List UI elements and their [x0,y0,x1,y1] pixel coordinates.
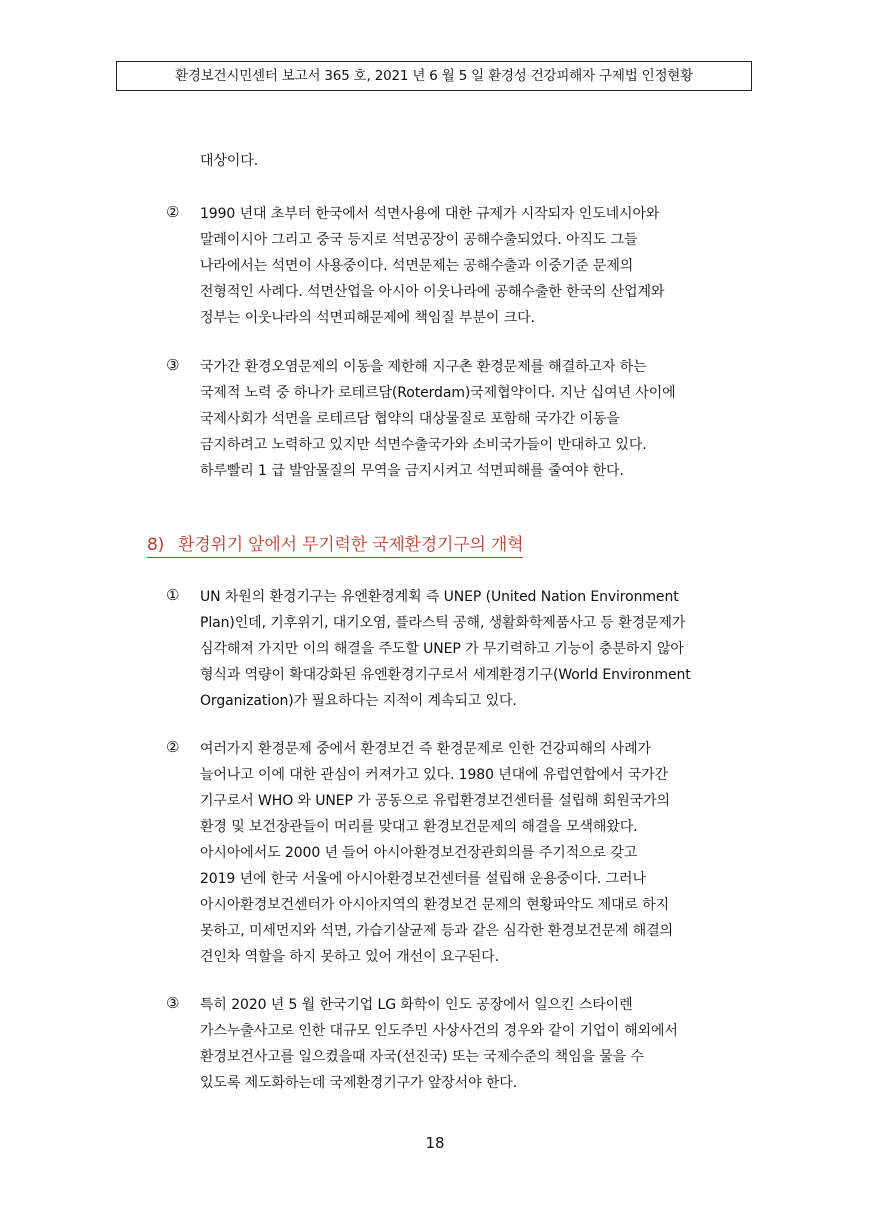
paragraph-line: 심각해져 가지만 이의 해결을 주도할 UNEP 가 무기력하고 기능이 충분하지 않아 [200,641,684,657]
paragraph-line: 국제사회가 석면을 로테르담 협약의 대상물질로 포함해 국가간 이동을 [200,411,620,427]
paragraph-line: 특히 2020 년 5 월 한국기업 LG 화학이 인도 공장에서 일으킨 스타이렌 [200,997,633,1013]
item-marker: ② [166,203,180,221]
paragraph-line: Organization)가 필요하다는 지적이 계속되고 있다. [200,693,517,709]
section-number: 8) [147,535,165,555]
paragraph-line: 나라에서는 석면이 사용중이다. 석면문제는 공해수출과 이중기준 문제의 [200,258,634,274]
item-marker: ② [166,738,180,756]
section-title: 환경위기 앞에서 무기력한 국제환경기구의 개혁 [178,535,524,555]
paragraph-line: Plan)인데, 기후위기, 대기오염, 플라스틱 공해, 생활화학제품사고 등 환경문제가 [200,615,686,631]
report-header: 환경보건시민센터 보고서 365 호, 2021 년 6 월 5 일 환경성 건강피해자 구제법 인정현황 [116,61,752,91]
paragraph-line: 하루빨리 1 급 발암물질의 무역을 금지시켜고 석면피해를 줄여야 한다. [200,463,624,479]
paragraph-line: 전형적인 사례다. 석면산업을 아시아 이웃나라에 공해수출한 한국의 산업계와 [200,284,665,300]
paragraph-line: 정부는 이웃나라의 석면피해문제에 책임질 부분이 크다. [200,310,535,326]
page-number: 18 [425,1134,445,1152]
paragraph-line: 1990 년대 초부터 한국에서 석면사용에 대한 규제가 시작되자 인도네시아와 [200,206,660,222]
item-marker: ③ [166,356,180,374]
paragraph-line: 못하고, 미세먼지와 석면, 가습기살균제 등과 같은 심각한 환경보건문제 해결의 [200,923,674,939]
paragraph-line: 국가간 환경오염문제의 이동을 제한해 지구촌 환경문제를 해결하고자 하는 [200,359,647,375]
paragraph-line: UN 차원의 환경기구는 유엔환경계획 즉 UNEP (United Nation Environment [200,589,679,605]
paragraph-line: 견인차 역할을 하지 못하고 있어 개선이 요구된다. [200,949,499,965]
paragraph-line: 기구로서 WHO 와 UNEP 가 공동으로 유럽환경보건센터를 설립해 회원국가의 [200,793,670,809]
paragraph-line: 환경 및 보건장관들이 머리를 맞대고 환경보건문제의 해결을 모색해왔다. [200,819,638,835]
paragraph-line: 늘어나고 이에 대한 관심이 커져가고 있다. 1980 년대에 유럽연합에서 국가간 [200,767,669,783]
paragraph-line: 형식과 역량이 확대강화된 유엔환경기구로서 세계환경기구(World Environment [200,667,691,683]
section-heading [147,530,523,558]
item-marker: ① [166,586,180,604]
paragraph-line: 환경보건사고를 일으켰을때 자국(선진국) 또는 국제수준의 책임을 물을 수 [200,1049,644,1065]
paragraph-line: 여러가지 환경문제 중에서 환경보건 즉 환경문제로 인한 건강피해의 사례가 [200,741,651,757]
paragraph-line: 금지하려고 노력하고 있지만 석면수출국가와 소비국가들이 반대하고 있다. [200,437,647,453]
paragraph-line: 말레이시아 그리고 중국 등지로 석면공장이 공해수출되었다. 아직도 그들 [200,232,638,248]
paragraph-line: 2019 년에 한국 서울에 아시아환경보건센터를 설립해 운용중이다. 그러나 [200,871,646,887]
paragraph-line: 국제적 노력 중 하나가 로테르담(Roterdam)국제협약이다. 지난 십여년 사이에 [200,385,676,401]
paragraph-line: 있도록 제도화하는데 국제환경기구가 앞장서야 한다. [200,1075,518,1091]
paragraph-line: 가스누출사고로 인한 대규모 인도주민 사상사건의 경우와 같이 기업이 해외에서 [200,1023,678,1039]
item-marker: ③ [166,994,180,1012]
paragraph-line: 아시아에서도 2000 년 들어 아시아환경보건장관회의를 주기적으로 갖고 [200,845,638,861]
continuation-text: 대상이다. [200,153,259,169]
paragraph-line: 아시아환경보건센터가 아시아지역의 환경보건 문제의 현황파악도 제대로 하지 [200,897,670,913]
